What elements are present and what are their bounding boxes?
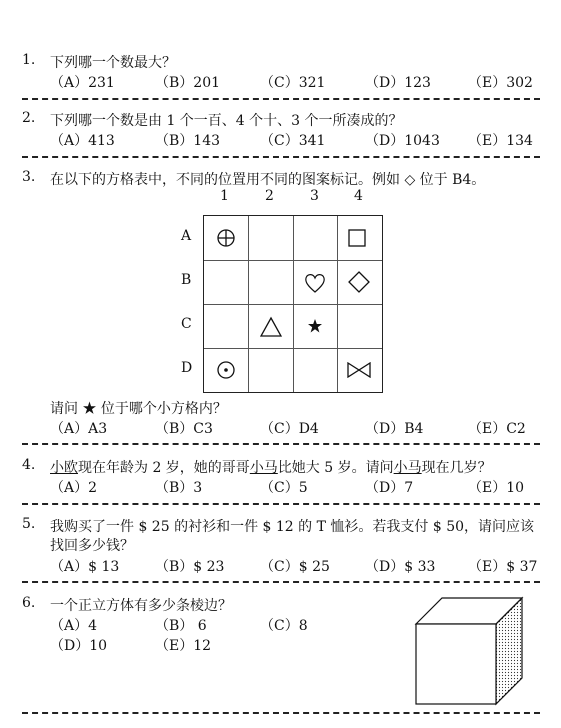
question-3-option-a[interactable]: （A）A3 bbox=[50, 421, 108, 437]
divider bbox=[22, 581, 540, 583]
bowtie-icon bbox=[347, 362, 371, 378]
question-3-subquestion: 请问 ★ 位于哪个小方格内？ bbox=[50, 401, 227, 417]
question-3-option-e[interactable]: （E）C2 bbox=[468, 421, 526, 437]
question-1-option-a[interactable]: （A）231 bbox=[50, 75, 115, 91]
diamond-icon bbox=[348, 271, 370, 293]
question-5-option-c[interactable]: （C）$ 25 bbox=[260, 559, 330, 575]
question-4-option-a[interactable]: （A）2 bbox=[50, 480, 98, 496]
question-1-option-e[interactable]: （E）302 bbox=[468, 75, 533, 91]
circle-dot-icon bbox=[216, 360, 236, 380]
question-5-option-a[interactable]: （A）$ 13 bbox=[50, 559, 120, 575]
question-3-number: 3. bbox=[22, 169, 36, 185]
question-4-option-d[interactable]: （D）7 bbox=[365, 480, 414, 496]
question-5-text-line1: 我购买了一件 $ 25 的衬衫和一件 $ 12 的 T 恤衫。若我支付 $ 50，请问应该 bbox=[50, 519, 535, 535]
question-6-option-c[interactable]: （C）8 bbox=[260, 618, 308, 634]
question-3-option-c[interactable]: （C）D4 bbox=[260, 421, 319, 437]
question-5-option-d[interactable]: （D）$ 33 bbox=[365, 559, 436, 575]
question-1-option-b[interactable]: （B）201 bbox=[155, 75, 221, 91]
name-xiaoma: 小马 bbox=[249, 460, 278, 476]
question-3-text: 在以下的方格表中，不同的位置用不同的图案标记。例如 ◇ 位于 B4。 bbox=[50, 172, 486, 188]
question-6-option-b[interactable]: （B） 6 bbox=[155, 618, 207, 634]
question-1-text: 下列哪一个数最大？ bbox=[50, 55, 176, 71]
question-3-option-b[interactable]: （B）C3 bbox=[155, 421, 213, 437]
question-3-option-d[interactable]: （D）B4 bbox=[365, 421, 424, 437]
square-icon bbox=[348, 229, 366, 247]
question-2-option-b[interactable]: （B）143 bbox=[155, 133, 221, 149]
question-4-option-b[interactable]: （B）3 bbox=[155, 480, 203, 496]
question-6-option-a[interactable]: （A）4 bbox=[50, 618, 98, 634]
grid-col-label-4: 4 bbox=[354, 188, 363, 204]
question-4-text-part: 现在年龄为 2 岁，她的哥哥 bbox=[78, 460, 250, 476]
question-5-option-e[interactable]: （E）$ 37 bbox=[468, 559, 538, 575]
question-1-option-c[interactable]: （C）321 bbox=[260, 75, 326, 91]
star-icon bbox=[307, 318, 323, 334]
triangle-icon bbox=[260, 316, 282, 338]
question-2-option-e[interactable]: （E）134 bbox=[468, 133, 533, 149]
question-4-text-part: 比她大 5 岁。请问 bbox=[277, 460, 394, 476]
question-1-number: 1. bbox=[22, 52, 36, 68]
grid-col-label-3: 3 bbox=[310, 188, 319, 204]
question-5-option-b[interactable]: （B）$ 23 bbox=[155, 559, 225, 575]
divider bbox=[22, 156, 540, 158]
question-2-option-a[interactable]: （A）413 bbox=[50, 133, 115, 149]
grid-row-label-b: B bbox=[181, 272, 192, 288]
question-4-number: 4. bbox=[22, 457, 36, 473]
question-2-number: 2. bbox=[22, 110, 36, 126]
question-6-text: 一个正立方体有多少条棱边？ bbox=[50, 598, 232, 614]
divider bbox=[22, 503, 540, 505]
question-4-text bbox=[50, 457, 492, 477]
question-2-option-d[interactable]: （D）1043 bbox=[365, 133, 440, 149]
question-1-option-d[interactable]: （D）123 bbox=[365, 75, 431, 91]
question-4-option-e[interactable]: （E）10 bbox=[468, 480, 525, 496]
grid-row-label-c: C bbox=[181, 316, 192, 332]
question-5-text-line2: 找回多少钱？ bbox=[50, 538, 134, 554]
divider bbox=[22, 443, 540, 445]
grid-col-label-2: 2 bbox=[265, 188, 274, 204]
question-2-option-c[interactable]: （C）341 bbox=[260, 133, 326, 149]
question-5-number: 5. bbox=[22, 516, 36, 532]
circle-plus-icon bbox=[216, 228, 236, 248]
divider bbox=[22, 712, 540, 714]
question-6-option-d[interactable]: （D）10 bbox=[50, 638, 108, 654]
question-4-option-c[interactable]: （C）5 bbox=[260, 480, 308, 496]
grid-col-label-1: 1 bbox=[220, 188, 229, 204]
cube-illustration bbox=[414, 596, 526, 706]
divider bbox=[22, 98, 540, 100]
name-xiaoou: 小欧 bbox=[50, 460, 78, 476]
question-2-text: 下列哪一个数是由 1 个一百、4 个十、3 个一所凑成的？ bbox=[50, 113, 403, 129]
question-6-option-e[interactable]: （E）12 bbox=[155, 638, 212, 654]
question-6-number: 6. bbox=[22, 595, 36, 611]
heart-icon bbox=[304, 272, 326, 294]
symbol-grid bbox=[203, 215, 383, 393]
grid-row-label-a: A bbox=[181, 228, 192, 244]
name-xiaoma: 小马 bbox=[393, 460, 422, 476]
grid-row-label-d: D bbox=[181, 360, 193, 376]
question-4-text-part: 现在几岁？ bbox=[421, 460, 492, 476]
